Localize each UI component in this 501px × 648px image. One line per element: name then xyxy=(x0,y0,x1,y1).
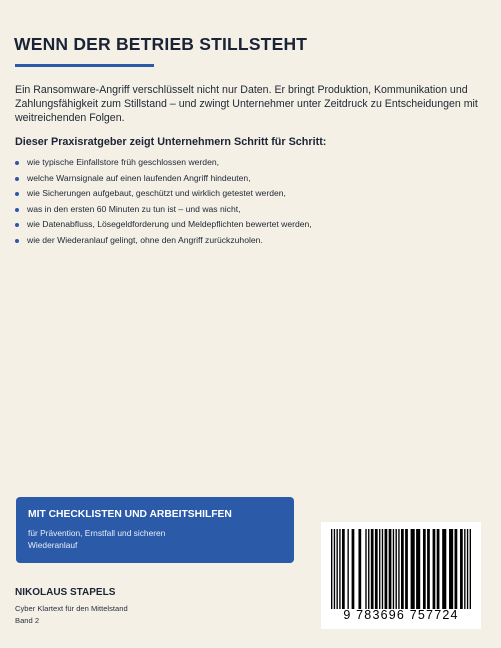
series-title: Cyber Klartext für den Mittelstand xyxy=(15,604,128,613)
barcode-bar xyxy=(389,529,392,609)
series-volume: Band 2 xyxy=(15,616,40,625)
title-underline xyxy=(15,64,154,67)
barcode-bar xyxy=(342,529,345,609)
barcode-bar xyxy=(416,529,420,609)
bullet-text: welche Warnsignale auf einen laufenden Angriff hindeuten, xyxy=(27,172,251,183)
bullet-text: wie Datenabfluss, Lösegeldforderung und Meldepflichten bewertet werden, xyxy=(27,219,312,230)
barcode-bar xyxy=(396,529,397,609)
barcode-bar xyxy=(401,529,404,609)
barcode-bar xyxy=(368,529,369,609)
barcode-bar xyxy=(433,529,436,609)
list-item xyxy=(15,155,491,171)
barcode-bar xyxy=(411,529,415,609)
bullet-dot-icon xyxy=(15,177,19,181)
barcode-bar xyxy=(334,529,335,609)
barcode-bar xyxy=(352,529,355,609)
barcode-bar xyxy=(365,529,366,609)
barcode-bar xyxy=(358,529,361,609)
barcode-bar xyxy=(470,529,471,609)
barcode-bar xyxy=(385,529,388,609)
list-item xyxy=(15,186,491,202)
barcode-bar xyxy=(339,529,340,609)
bullet-dot-icon xyxy=(15,192,19,196)
list-item xyxy=(15,171,491,187)
bullet-text: wie typische Einfallstore früh geschlossen werden, xyxy=(27,157,220,167)
barcode-bar xyxy=(379,529,380,609)
barcode-bar xyxy=(442,529,446,609)
feature-bullet-list xyxy=(15,155,491,249)
barcode-bar xyxy=(460,529,463,609)
bullet-dot-icon xyxy=(15,161,19,165)
barcode-bar xyxy=(423,529,426,609)
barcode-bar xyxy=(375,529,378,609)
callout-subtitle: für Prävention, Ernstfall und sicheren Wiederanlauf xyxy=(28,528,166,550)
checklist-callout-box xyxy=(16,497,294,563)
callout-title: MIT CHECKLISTEN UND ARBEITSHILFEN xyxy=(28,509,232,520)
barcode-bar xyxy=(437,529,440,609)
author-name: NIKOLAUS STAPELS xyxy=(15,587,116,598)
barcode-bar xyxy=(467,529,468,609)
back-cover-title: WENN DER BETRIEB STILLSTEHT xyxy=(14,34,308,54)
barcode-bar xyxy=(405,529,408,609)
barcode-bar xyxy=(382,529,383,609)
list-item xyxy=(15,202,491,218)
barcode-bar xyxy=(393,529,394,609)
bullet-dot-icon xyxy=(15,223,19,227)
barcode-bar xyxy=(464,529,465,609)
bullet-dot-icon xyxy=(15,239,19,243)
bullet-text: wie Sicherungen aufgebaut, geschützt und wirklich getestet werden, xyxy=(27,188,286,199)
barcode-bar xyxy=(347,529,348,609)
barcode-bar xyxy=(455,529,458,609)
list-item xyxy=(15,217,491,233)
barcode-bar xyxy=(427,529,430,609)
barcode-bar xyxy=(398,529,399,609)
isbn-digits: 9 783696 757724 xyxy=(343,608,459,622)
bullet-text: wie der Wiederanlauf gelingt, ohne den Angriff zurückzuholen. xyxy=(27,234,263,245)
barcode-bar xyxy=(336,529,337,609)
bullet-list-heading: Dieser Praxisratgeber zeigt Unternehmern Schritt für Schritt: xyxy=(15,136,327,148)
barcode-bar xyxy=(331,529,332,609)
series-info xyxy=(15,603,128,627)
list-item xyxy=(15,233,491,249)
barcode-bar xyxy=(371,529,374,609)
bullet-text: was in den ersten 60 Minuten zu tun ist – und was nicht, xyxy=(27,203,241,214)
barcode-bar xyxy=(449,529,453,609)
bullet-dot-icon xyxy=(15,208,19,212)
intro-paragraph: Ein Ransomware-Angriff verschlüsselt nicht nur Daten. Er bringt Produktion, Kommunikation und Zahlungsfähigkeit zum Stillstand – und zwingt Unternehmer unter Zeitdruck zu Entscheidungen mit weitreichenden Folgen. xyxy=(15,84,478,124)
barcode-bars xyxy=(331,529,471,609)
isbn-barcode xyxy=(321,522,481,629)
